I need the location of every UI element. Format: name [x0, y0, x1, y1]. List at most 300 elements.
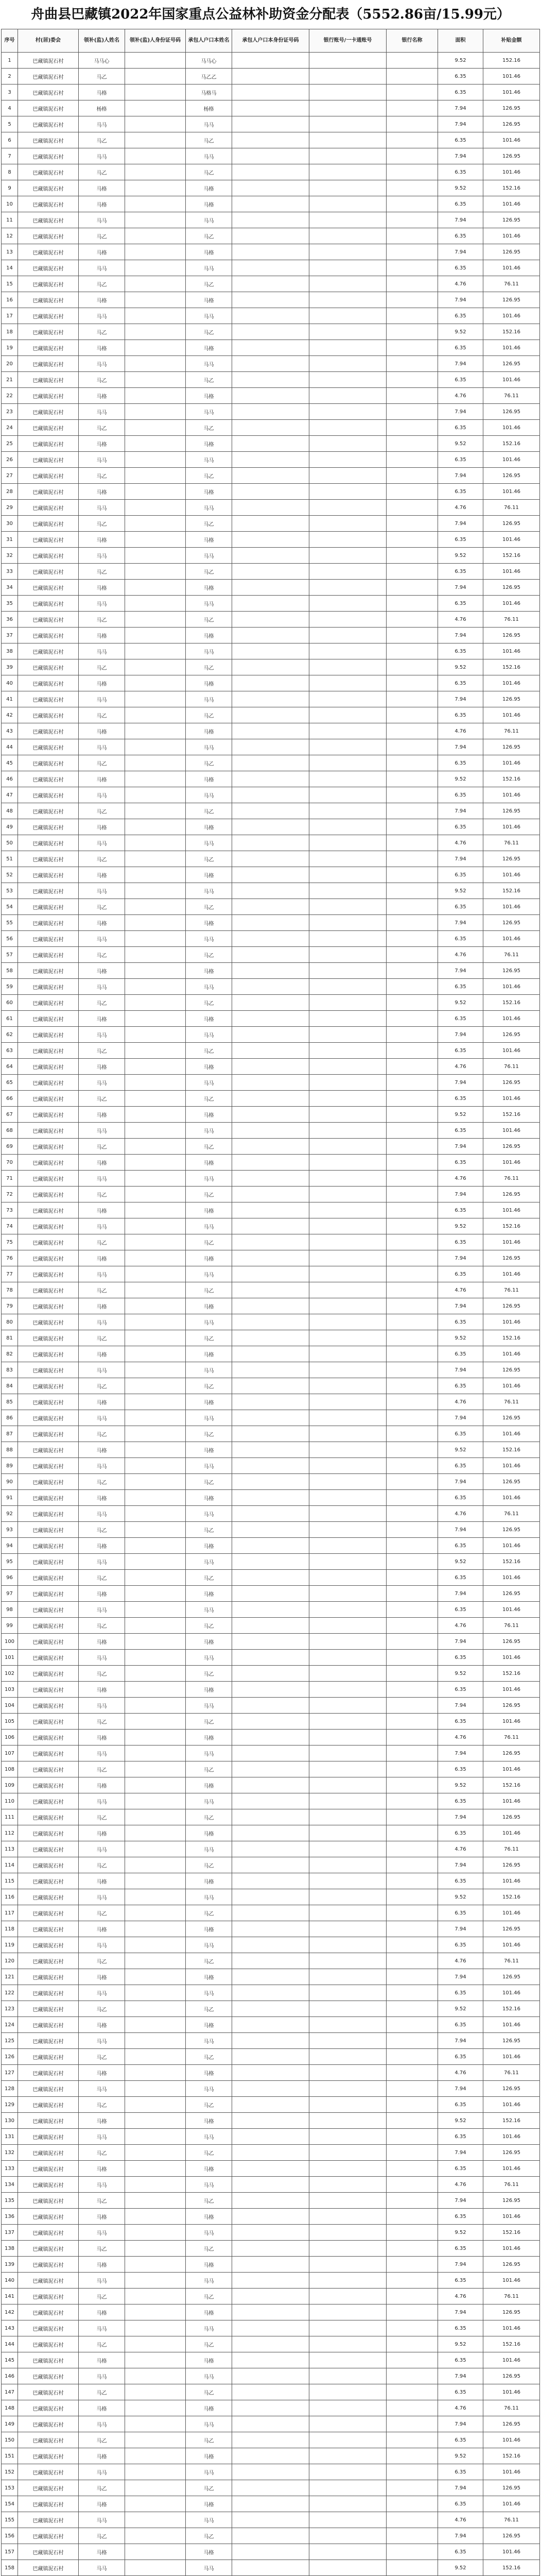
owner-cell: 马乙 — [186, 2001, 232, 2017]
recipient-id-cell — [125, 356, 186, 372]
village-cell: 巴藏镇泥石村 — [18, 1027, 79, 1043]
recipient-id-cell — [125, 2336, 186, 2352]
recipient-cell: 马乙 — [79, 2241, 125, 2257]
amount-cell: 152.16 — [483, 2448, 540, 2464]
recipient-cell: 马格 — [79, 2065, 125, 2081]
table-row — [2, 867, 540, 883]
bank-cell — [387, 1985, 438, 2001]
amount-cell: 76.11 — [483, 2065, 540, 2081]
owner-cell: 马马 — [186, 116, 232, 132]
recipient-id-cell — [125, 707, 186, 723]
owner-id-cell — [232, 707, 309, 723]
owner-id-cell — [232, 436, 309, 452]
village-cell: 巴藏镇泥石村 — [18, 1330, 79, 1346]
table-row — [2, 2225, 540, 2241]
owner-cell: 马乙 — [186, 2336, 232, 2352]
owner-cell: 马乙 — [186, 564, 232, 580]
area-cell: 4.76 — [438, 2177, 483, 2193]
table-row — [2, 228, 540, 244]
amount-cell: 152.16 — [483, 1889, 540, 1905]
recipient-id-cell — [125, 1522, 186, 1538]
recipient-cell: 马乙 — [79, 1857, 125, 1873]
area-cell: 6.35 — [438, 1091, 483, 1107]
account-cell — [309, 1682, 387, 1698]
row-number: 118 — [2, 1921, 18, 1937]
recipient-id-cell — [125, 1586, 186, 1602]
row-number: 116 — [2, 1889, 18, 1905]
table-row — [2, 1059, 540, 1075]
recipient-cell: 马格 — [79, 2017, 125, 2033]
amount-cell: 101.46 — [483, 1346, 540, 1362]
owner-cell: 马马 — [186, 835, 232, 851]
bank-cell — [387, 388, 438, 404]
bank-cell — [387, 500, 438, 516]
row-number: 14 — [2, 260, 18, 276]
recipient-cell: 马乙 — [79, 1474, 125, 1490]
area-cell: 9.52 — [438, 2336, 483, 2352]
recipient-id-cell — [125, 132, 186, 148]
bank-cell — [387, 1059, 438, 1075]
owner-id-cell — [232, 1027, 309, 1043]
village-cell: 巴藏镇泥石村 — [18, 1442, 79, 1458]
village-cell: 巴藏镇泥石村 — [18, 2352, 79, 2368]
table-row — [2, 1730, 540, 1745]
account-cell — [309, 1378, 387, 1394]
village-cell: 巴藏镇泥石村 — [18, 1841, 79, 1857]
recipient-id-cell — [125, 2560, 186, 2576]
recipient-cell: 马格 — [79, 436, 125, 452]
table-row — [2, 548, 540, 564]
village-cell: 巴藏镇泥石村 — [18, 1378, 79, 1394]
recipient-cell: 马马 — [79, 931, 125, 947]
bank-cell — [387, 2257, 438, 2273]
table-row — [2, 835, 540, 851]
owner-cell: 马马 — [186, 883, 232, 899]
recipient-cell: 马乙 — [79, 2384, 125, 2400]
recipient-cell: 马乙 — [79, 803, 125, 819]
owner-cell: 马格 — [186, 2161, 232, 2177]
bank-cell — [387, 899, 438, 915]
owner-cell: 马格 — [186, 340, 232, 356]
bank-cell — [387, 819, 438, 835]
recipient-id-cell — [125, 340, 186, 356]
village-cell: 巴藏镇泥石村 — [18, 1091, 79, 1107]
row-number: 154 — [2, 2496, 18, 2512]
row-number: 78 — [2, 1282, 18, 1298]
table-row — [2, 2496, 540, 2512]
row-number: 49 — [2, 819, 18, 835]
row-number: 46 — [2, 771, 18, 787]
owner-cell: 马马 — [186, 1218, 232, 1234]
village-cell: 巴藏镇泥石村 — [18, 1809, 79, 1825]
amount-cell: 152.16 — [483, 2113, 540, 2129]
area-cell: 7.94 — [438, 2304, 483, 2320]
bank-cell — [387, 2496, 438, 2512]
amount-cell: 101.46 — [483, 1650, 540, 1666]
recipient-id-cell — [125, 2145, 186, 2161]
bank-cell — [387, 1250, 438, 1266]
account-cell — [309, 643, 387, 659]
recipient-cell: 马乙 — [79, 1666, 125, 1682]
table-row — [2, 2528, 540, 2544]
village-cell: 巴藏镇泥石村 — [18, 548, 79, 564]
owner-cell: 马马 — [186, 500, 232, 516]
amount-cell: 126.95 — [483, 212, 540, 228]
owner-id-cell — [232, 1282, 309, 1298]
bank-cell — [387, 1714, 438, 1730]
village-cell: 巴藏镇泥石村 — [18, 468, 79, 484]
account-cell — [309, 1107, 387, 1123]
recipient-id-cell — [125, 883, 186, 899]
amount-cell: 76.11 — [483, 1394, 540, 1410]
row-number: 121 — [2, 1969, 18, 1985]
recipient-cell: 马马 — [79, 1171, 125, 1187]
bank-cell — [387, 883, 438, 899]
owner-cell: 马乙 — [186, 1953, 232, 1969]
owner-id-cell — [232, 1410, 309, 1426]
recipient-id-cell — [125, 628, 186, 643]
owner-id-cell — [232, 2528, 309, 2544]
village-cell: 巴藏镇泥石村 — [18, 1218, 79, 1234]
bank-cell — [387, 2289, 438, 2304]
account-cell — [309, 2241, 387, 2257]
owner-id-cell — [232, 835, 309, 851]
recipient-id-cell — [125, 995, 186, 1011]
bank-cell — [387, 356, 438, 372]
account-cell — [309, 1650, 387, 1666]
owner-cell: 马马 — [186, 1937, 232, 1953]
row-number: 95 — [2, 1554, 18, 1570]
bank-cell — [387, 612, 438, 628]
owner-id-cell — [232, 1745, 309, 1761]
recipient-cell: 马格 — [79, 2544, 125, 2560]
row-number: 80 — [2, 1314, 18, 1330]
recipient-cell: 马格 — [79, 2257, 125, 2273]
row-number: 108 — [2, 1761, 18, 1777]
bank-cell — [387, 2241, 438, 2257]
recipient-cell: 马马 — [79, 1314, 125, 1330]
amount-cell: 152.16 — [483, 548, 540, 564]
village-cell: 巴藏镇泥石村 — [18, 883, 79, 899]
village-cell: 巴藏镇泥石村 — [18, 2129, 79, 2145]
recipient-cell: 马格 — [79, 1634, 125, 1650]
recipient-cell: 马乙 — [79, 2097, 125, 2113]
recipient-id-cell — [125, 2416, 186, 2432]
recipient-id-cell — [125, 1282, 186, 1298]
area-cell: 7.94 — [438, 1075, 483, 1091]
owner-id-cell — [232, 276, 309, 292]
owner-cell: 马乙 — [186, 995, 232, 1011]
bank-cell — [387, 244, 438, 260]
owner-id-cell — [232, 1841, 309, 1857]
bank-cell — [387, 787, 438, 803]
amount-cell: 126.95 — [483, 1187, 540, 1202]
table-row — [2, 2209, 540, 2225]
table-row — [2, 2129, 540, 2145]
table-row — [2, 1953, 540, 1969]
table-row — [2, 1266, 540, 1282]
amount-cell: 76.11 — [483, 1171, 540, 1187]
account-cell — [309, 1698, 387, 1714]
recipient-cell: 马马 — [79, 835, 125, 851]
recipient-cell: 马马 — [79, 1362, 125, 1378]
amount-cell: 101.46 — [483, 707, 540, 723]
area-cell: 7.94 — [438, 100, 483, 116]
owner-id-cell — [232, 1921, 309, 1937]
account-cell — [309, 2432, 387, 2448]
area-cell: 6.35 — [438, 1714, 483, 1730]
bank-cell — [387, 564, 438, 580]
owner-id-cell — [232, 2480, 309, 2496]
owner-cell: 马格 — [186, 1346, 232, 1362]
bank-cell — [387, 1522, 438, 1538]
table-row — [2, 1490, 540, 1506]
recipient-cell: 马马 — [79, 1841, 125, 1857]
table-row — [2, 1873, 540, 1889]
village-cell: 巴藏镇泥石村 — [18, 1538, 79, 1554]
recipient-cell: 马格 — [79, 1538, 125, 1554]
row-number: 119 — [2, 1937, 18, 1953]
owner-cell: 杨格 — [186, 100, 232, 116]
village-cell: 巴藏镇泥石村 — [18, 931, 79, 947]
recipient-cell: 马乙 — [79, 1091, 125, 1107]
bank-cell — [387, 628, 438, 643]
row-number: 142 — [2, 2304, 18, 2320]
owner-id-cell — [232, 1043, 309, 1059]
table-row — [2, 2416, 540, 2432]
area-cell: 6.35 — [438, 2273, 483, 2289]
amount-cell: 101.46 — [483, 1602, 540, 1618]
account-cell — [309, 228, 387, 244]
owner-cell: 马乙 — [186, 947, 232, 963]
owner-cell: 马乙 — [186, 2384, 232, 2400]
recipient-id-cell — [125, 84, 186, 100]
bank-cell — [387, 659, 438, 675]
row-number: 114 — [2, 1857, 18, 1873]
bank-cell — [387, 835, 438, 851]
village-cell: 巴藏镇泥石村 — [18, 340, 79, 356]
recipient-cell: 马格 — [79, 819, 125, 835]
area-cell: 7.94 — [438, 1362, 483, 1378]
owner-cell: 马马 — [186, 643, 232, 659]
bank-cell — [387, 723, 438, 739]
owner-cell: 马格 — [186, 388, 232, 404]
owner-cell: 马乙 — [186, 1474, 232, 1490]
owner-cell: 马乙 — [186, 2432, 232, 2448]
recipient-cell: 马格 — [79, 1298, 125, 1314]
owner-cell: 马乙 — [186, 1857, 232, 1873]
row-number: 94 — [2, 1538, 18, 1554]
bank-cell — [387, 324, 438, 340]
amount-cell: 126.95 — [483, 468, 540, 484]
village-cell: 巴藏镇泥石村 — [18, 276, 79, 292]
account-cell — [309, 2352, 387, 2368]
recipient-cell: 马乙 — [79, 2480, 125, 2496]
recipient-id-cell — [125, 2528, 186, 2544]
village-cell: 巴藏镇泥石村 — [18, 1075, 79, 1091]
row-number: 146 — [2, 2368, 18, 2384]
recipient-id-cell — [125, 643, 186, 659]
owner-id-cell — [232, 1474, 309, 1490]
area-cell: 7.94 — [438, 2368, 483, 2384]
village-cell: 巴藏镇泥石村 — [18, 53, 79, 69]
owner-id-cell — [232, 691, 309, 707]
owner-cell: 马乙 — [186, 164, 232, 180]
table-row — [2, 1650, 540, 1666]
owner-cell: 马马 — [186, 1745, 232, 1761]
amount-cell: 126.95 — [483, 851, 540, 867]
village-cell: 巴藏镇泥石村 — [18, 2400, 79, 2416]
village-cell: 巴藏镇泥石村 — [18, 2113, 79, 2129]
area-cell: 4.76 — [438, 2065, 483, 2081]
owner-id-cell — [232, 69, 309, 84]
bank-cell — [387, 1027, 438, 1043]
recipient-cell: 马格 — [79, 1394, 125, 1410]
recipient-cell: 马格 — [79, 532, 125, 548]
village-cell: 巴藏镇泥石村 — [18, 691, 79, 707]
village-cell: 巴藏镇泥石村 — [18, 628, 79, 643]
recipient-cell: 马乙 — [79, 1234, 125, 1250]
amount-cell: 101.46 — [483, 1458, 540, 1474]
village-cell: 巴藏镇泥石村 — [18, 308, 79, 324]
owner-cell: 马格 — [186, 196, 232, 212]
bank-cell — [387, 1682, 438, 1698]
table-row — [2, 1969, 540, 1985]
bank-cell — [387, 2416, 438, 2432]
row-number: 8 — [2, 164, 18, 180]
bank-cell — [387, 2065, 438, 2081]
owner-id-cell — [232, 1107, 309, 1123]
account-cell — [309, 1362, 387, 1378]
owner-id-cell — [232, 148, 309, 164]
village-cell: 巴藏镇泥石村 — [18, 1889, 79, 1905]
amount-cell: 126.95 — [483, 292, 540, 308]
bank-cell — [387, 1043, 438, 1059]
village-cell: 巴藏镇泥石村 — [18, 2464, 79, 2480]
table-row — [2, 1682, 540, 1698]
amount-cell: 126.95 — [483, 691, 540, 707]
recipient-cell: 马乙 — [79, 324, 125, 340]
recipient-id-cell — [125, 228, 186, 244]
table-row — [2, 420, 540, 436]
area-cell: 4.76 — [438, 1618, 483, 1634]
village-cell: 巴藏镇泥石村 — [18, 1873, 79, 1889]
amount-cell: 101.46 — [483, 1234, 540, 1250]
owner-cell: 马乙 — [186, 1282, 232, 1298]
area-cell: 6.35 — [438, 2496, 483, 2512]
table-row — [2, 2336, 540, 2352]
recipient-cell: 马乙 — [79, 164, 125, 180]
area-cell: 9.52 — [438, 1777, 483, 1793]
owner-id-cell — [232, 132, 309, 148]
row-number: 153 — [2, 2480, 18, 2496]
row-number: 86 — [2, 1410, 18, 1426]
village-cell: 巴藏镇泥石村 — [18, 1250, 79, 1266]
amount-cell: 126.95 — [483, 1586, 540, 1602]
row-number: 136 — [2, 2209, 18, 2225]
village-cell: 巴藏镇泥石村 — [18, 1650, 79, 1666]
recipient-id-cell — [125, 1730, 186, 1745]
amount-cell: 101.46 — [483, 69, 540, 84]
owner-cell: 马马 — [186, 2368, 232, 2384]
account-cell — [309, 404, 387, 420]
bank-cell — [387, 2225, 438, 2241]
recipient-cell: 马格 — [79, 1442, 125, 1458]
owner-id-cell — [232, 1809, 309, 1825]
owner-id-cell — [232, 2145, 309, 2161]
account-cell — [309, 372, 387, 388]
area-cell: 6.35 — [438, 979, 483, 995]
recipient-cell: 马马 — [79, 1985, 125, 2001]
table-row — [2, 2145, 540, 2161]
amount-cell: 101.46 — [483, 1091, 540, 1107]
owner-id-cell — [232, 1650, 309, 1666]
area-cell: 9.52 — [438, 2113, 483, 2129]
owner-cell: 马乙 — [186, 2480, 232, 2496]
recipient-id-cell — [125, 69, 186, 84]
area-cell: 6.35 — [438, 1825, 483, 1841]
bank-cell — [387, 691, 438, 707]
village-cell: 巴藏镇泥石村 — [18, 1187, 79, 1202]
account-cell — [309, 1059, 387, 1075]
row-number: 104 — [2, 1698, 18, 1714]
bank-cell — [387, 643, 438, 659]
village-cell: 巴藏镇泥石村 — [18, 1123, 79, 1139]
bank-cell — [387, 915, 438, 931]
bank-cell — [387, 1666, 438, 1682]
recipient-cell: 马马 — [79, 2416, 125, 2432]
recipient-id-cell — [125, 596, 186, 612]
owner-id-cell — [232, 2416, 309, 2432]
table-row — [2, 995, 540, 1011]
owner-cell: 马乙 — [186, 516, 232, 532]
bank-cell — [387, 164, 438, 180]
account-cell — [309, 931, 387, 947]
recipient-id-cell — [125, 2177, 186, 2193]
column-header: 承包人户口本姓名 — [186, 29, 232, 53]
amount-cell: 101.46 — [483, 2320, 540, 2336]
owner-cell: 马马 — [186, 1410, 232, 1426]
recipient-id-cell — [125, 947, 186, 963]
table-row — [2, 1298, 540, 1314]
row-number: 96 — [2, 1570, 18, 1586]
area-cell: 4.76 — [438, 1059, 483, 1075]
owner-id-cell — [232, 1187, 309, 1202]
owner-cell: 马马 — [186, 148, 232, 164]
village-cell: 巴藏镇泥石村 — [18, 1314, 79, 1330]
row-number: 91 — [2, 1490, 18, 1506]
column-header: 领补(监)人姓名 — [79, 29, 125, 53]
table-row — [2, 484, 540, 500]
account-cell — [309, 1969, 387, 1985]
owner-id-cell — [232, 1426, 309, 1442]
area-cell: 6.35 — [438, 228, 483, 244]
bank-cell — [387, 1777, 438, 1793]
area-cell: 6.35 — [438, 819, 483, 835]
recipient-cell: 马格 — [79, 484, 125, 500]
row-number: 47 — [2, 787, 18, 803]
table-row — [2, 2289, 540, 2304]
village-cell: 巴藏镇泥石村 — [18, 851, 79, 867]
recipient-cell: 马马 — [79, 691, 125, 707]
row-number: 151 — [2, 2448, 18, 2464]
recipient-id-cell — [125, 2225, 186, 2241]
account-cell — [309, 324, 387, 340]
table-row — [2, 516, 540, 532]
amount-cell: 101.46 — [483, 1570, 540, 1586]
recipient-cell: 马马 — [79, 596, 125, 612]
owner-id-cell — [232, 468, 309, 484]
